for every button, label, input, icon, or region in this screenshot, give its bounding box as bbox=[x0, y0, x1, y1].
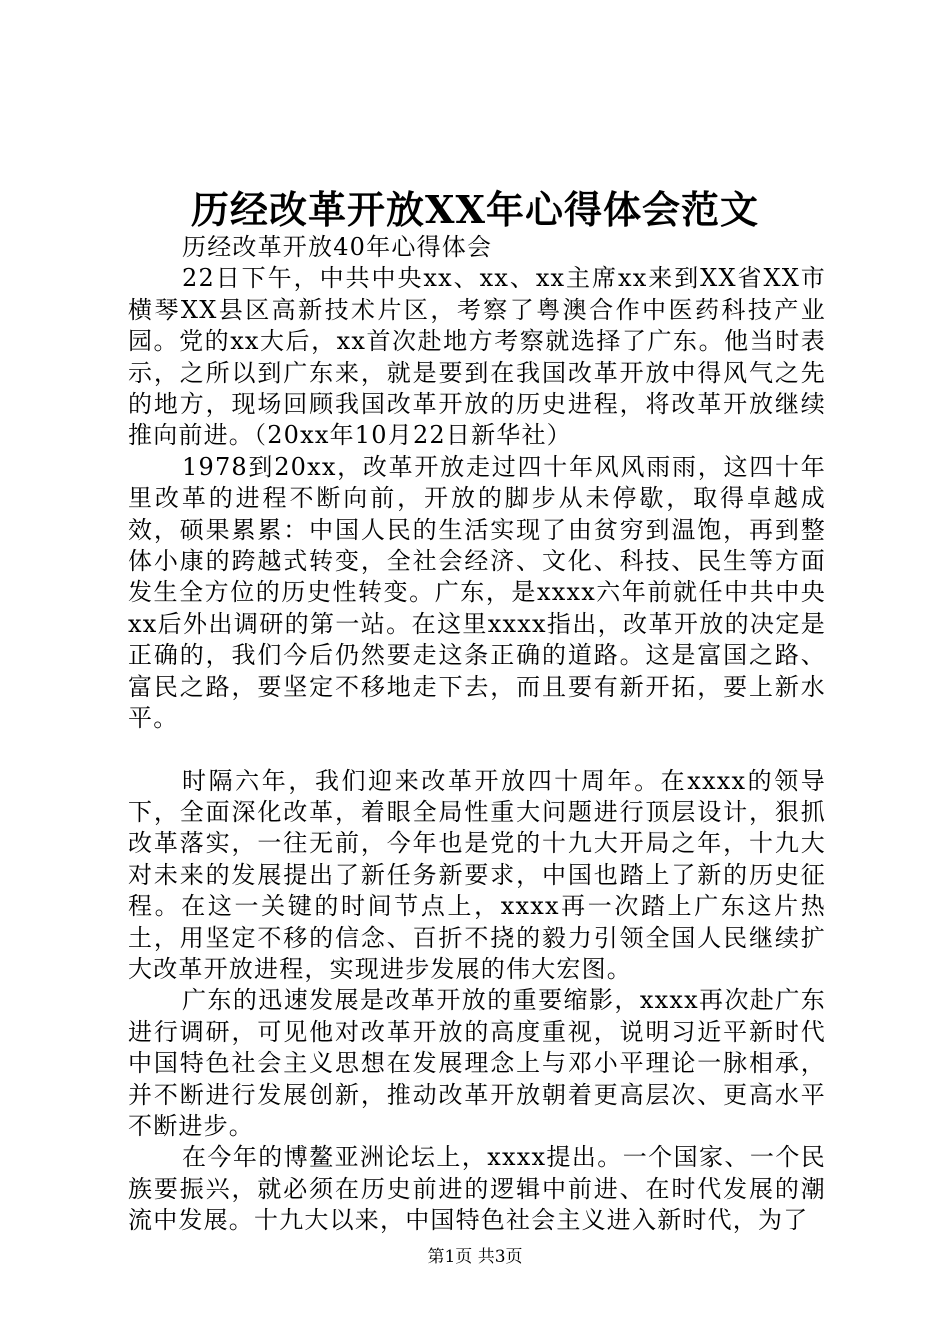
paragraph-subtitle: 历经改革开放40年心得体会 bbox=[182, 233, 493, 261]
paragraph: 1978到20xx，改革开放走过四十年风风雨雨，这四十年里改革的进程不断向前，开放的脚步从未停歇，取得卓越成效，硕果累累：中国人民的生活实现了由贫穷到温饱，再到整体小康的跨越式转变，全社会经济、文化、科技、民生等方面发生全方位的历史性转变。广东，是xxxx六年前就任中共中央xx后外出调研的第一站。在这里xxxx指出，改革开放的决定是正确的，我们今后仍然要走这条正确的道路。这是富国之路、富民之路，要坚定不移地走下去，而且要有新开拓，要上新水平。 bbox=[128, 452, 826, 733]
paragraph: 时隔六年，我们迎来改革开放四十周年。在xxxx的领导下，全面深化改革，着眼全局性重大问题进行顶层设计，狠抓改革落实，一往无前，今年也是党的十九大开局之年，十九大对未来的发展提出了新任务新要求，中国也踏上了新的历史征程。在这一关键的时间节点上，xxxx再一次踏上广东这片热土，用坚定不移的信念、百折不挠的毅力引领全国人民继续扩大改革开放进程，实现进步发展的伟大宏图。 bbox=[128, 766, 826, 983]
document-body bbox=[128, 232, 826, 1237]
page-number-footer: 第1页 共3页 bbox=[427, 1247, 523, 1267]
paragraph: 22日下午，中共中央xx、xx、xx主席xx来到XX省XX市横琴XX县区高新技术片区，考察了粤澳合作中医药科技产业园。党的xx大后，xx首次赴地方考察就选择了广东。他当时表示，之所以到广东来，就是要到在我国改革开放中得风气之先的地方，现场回顾我国改革开放的历史进程，将改革开放继续推向前进。（20xx年10月22日新华社） bbox=[128, 264, 826, 450]
document-title: 历经改革开放XX年心得体会范文 bbox=[191, 187, 759, 232]
paragraph: 在今年的博鳌亚洲论坛上，xxxx提出。一个国家、一个民族要振兴，就必须在历史前进的逻辑中前进、在时代发展的潮流中发展。十九大以来，中国特色社会主义进入新时代，为了 bbox=[128, 1143, 826, 1235]
paragraph: 广东的迅速发展是改革开放的重要缩影，xxxx再次赴广东进行调研，可见他对改革开放的高度重视，说明习近平新时代中国特色社会主义思想在发展理念上与邓小平理论一脉相承，并不断进行发展创新，推动改革开放朝着更高层次、更高水平不断进步。 bbox=[128, 986, 826, 1140]
